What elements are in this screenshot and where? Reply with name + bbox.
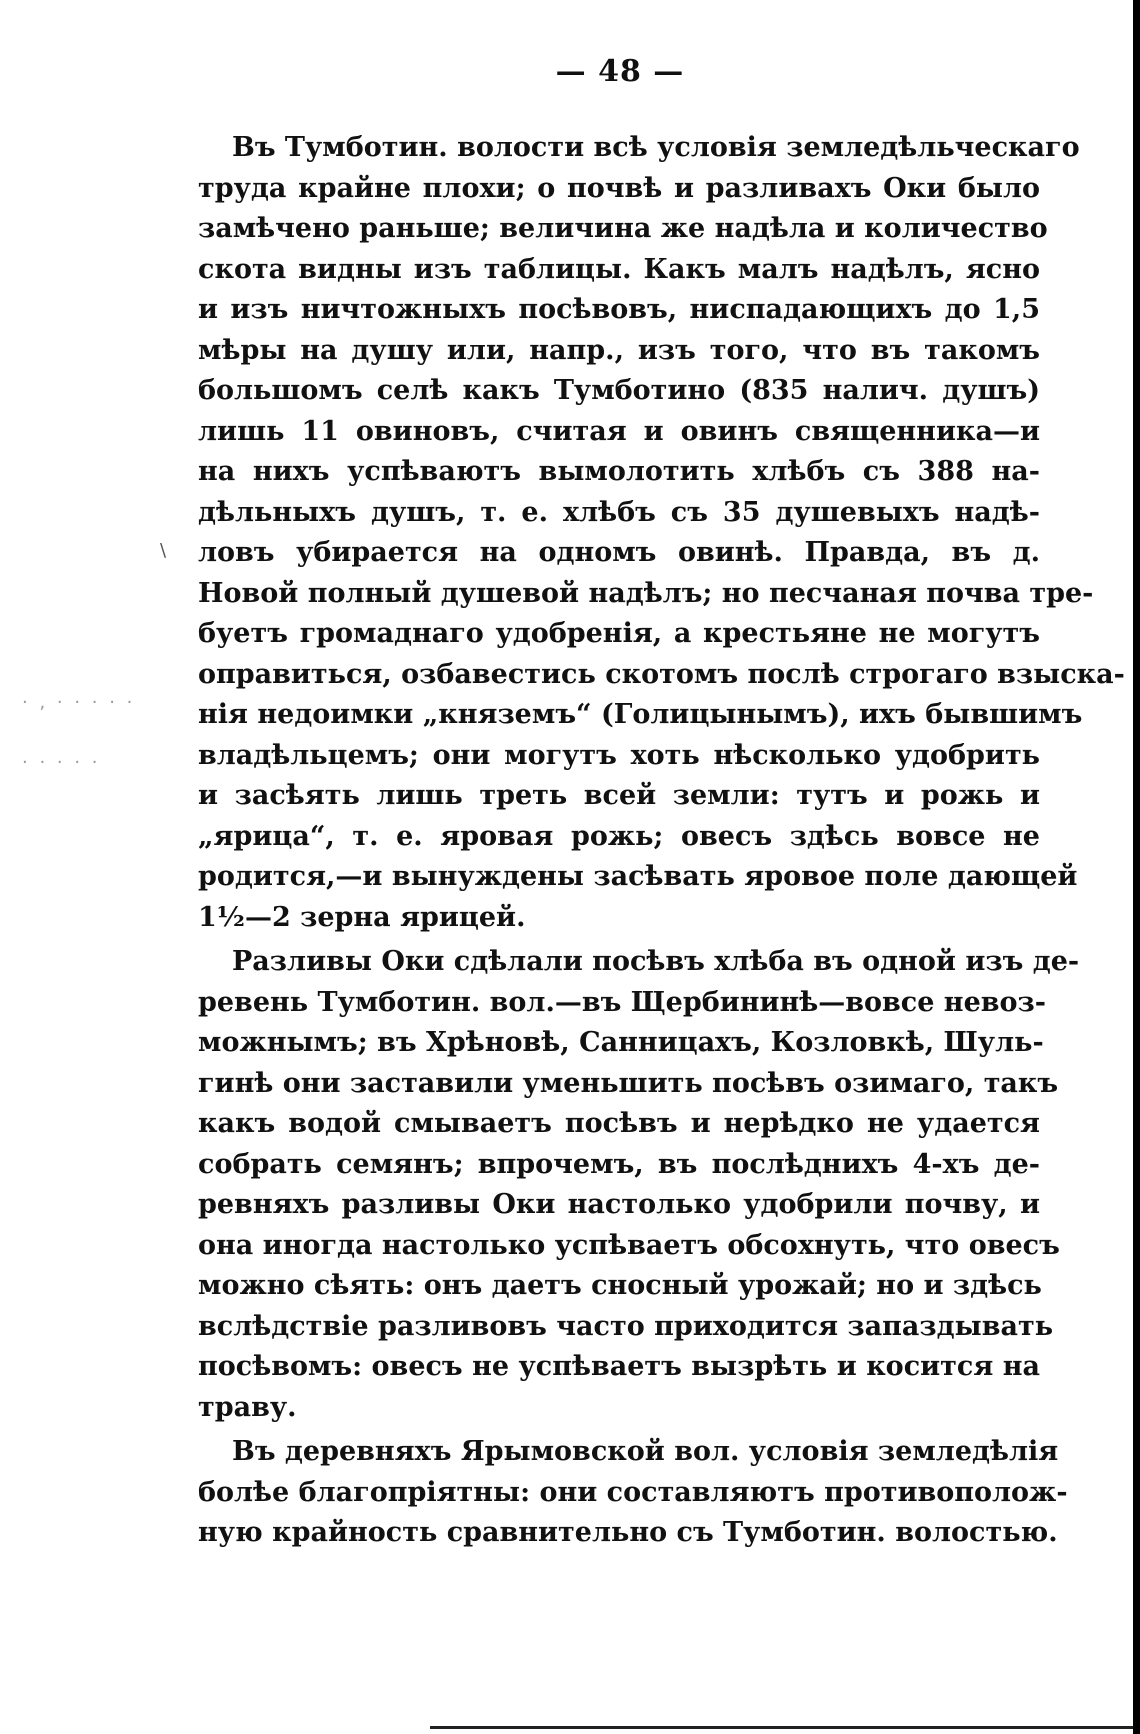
text-line: ную крайность сравнительно съ Тумботин. волостью. — [198, 1517, 1058, 1548]
paragraph-2 — [198, 942, 1080, 1428]
text-line: ловъ убирается на одномъ овинѣ. Правда, въ д. — [198, 537, 1040, 568]
text-line: буетъ громаднаго удобренія, а крестьяне не могутъ — [198, 618, 1040, 649]
text-line: Въ Тумботин. волости всѣ условія земледѣльческаго — [232, 132, 1080, 163]
text-line: родится,—и вынуждены засѣвать яровое поле дающей — [198, 861, 1078, 892]
page-number: — 48 — — [555, 54, 685, 89]
page-bottom-edge — [430, 1726, 1140, 1729]
text-line: траву. — [198, 1391, 297, 1423]
text-line: большомъ селѣ какъ Тумботино (835 налич. душъ) — [198, 375, 1040, 406]
text-line: и засѣять лишь треть всей земли: тутъ и рожь и — [198, 780, 1040, 811]
text-line: вслѣдствіе разливовъ часто приходится запаздывать — [198, 1310, 1054, 1342]
text-line: болѣе благопріятны: они составляютъ противополож- — [198, 1476, 1068, 1508]
scan-margin-smudge: \ — [160, 540, 170, 561]
text-line: собрать семянъ; впрочемъ, въ послѣднихъ 4-хъ де- — [198, 1148, 1040, 1180]
text-line: „ярица“, т. е. яровая рожь; овесъ здѣсь вовсе не — [198, 820, 1040, 852]
text-line: можно сѣять: онъ даетъ сносный урожай; но и здѣсь — [198, 1270, 1042, 1301]
text-line: владѣльцемъ; они могутъ хоть нѣсколько удобрить — [198, 739, 1040, 771]
text-line: ревень Тумботин. вол.—въ Щербининѣ—вовсе невоз- — [198, 986, 1046, 1018]
text-line: труда крайне плохи; о почвѣ и разливахъ Оки было — [198, 172, 1040, 204]
scan-margin-smudge: · , · · · · · — [22, 692, 136, 713]
text-line: и изъ ничтожныхъ посѣвовъ, ниспадающихъ до 1,5 — [198, 294, 1040, 325]
text-line: мѣры на душу или, напр., изъ того, что въ такомъ — [198, 334, 1040, 366]
paragraph-3 — [198, 1432, 1068, 1554]
text-line: ревняхъ разливы Оки настолько удобрили почву, и — [198, 1189, 1040, 1220]
text-line: Въ деревняхъ Ярымовской вол. условія земледѣлія — [232, 1436, 1059, 1467]
text-line: Разливы Оки сдѣлали посѣвъ хлѣба въ одной изъ де- — [232, 946, 1080, 977]
text-line: 1½—2 зерна ярицей. — [198, 901, 526, 933]
text-line: скота видны изъ таблицы. Какъ малъ надѣлъ, ясно — [198, 253, 1040, 285]
text-line: оправиться, озбавестись скотомъ послѣ строгаго взыска- — [198, 658, 1125, 690]
text-line: лишь 11 овиновъ, считая и овинъ священника—и — [198, 415, 1040, 447]
text-line: гинѣ они заставили уменьшить посѣвъ озимаго, такъ — [198, 1067, 1059, 1099]
text-line: какъ водой смываетъ посѣвъ и нерѣдко не удается — [198, 1108, 1040, 1139]
text-line: замѣчено раньше; величина же надѣла и количество — [198, 213, 1048, 244]
scan-edge-border — [1133, 0, 1140, 1734]
text-line: дѣльныхъ душъ, т. е. хлѣбъ съ 35 душевыхъ надѣ- — [198, 496, 1040, 528]
scan-margin-smudge: · · · · · — [22, 752, 101, 773]
text-line: на нихъ успѣваютъ вымолотить хлѣбъ съ 388 на- — [198, 456, 1040, 487]
text-line: нія недоимки „княземъ“ (Голицынымъ), ихъ бывшимъ — [198, 699, 1083, 730]
text-body — [198, 128, 1125, 1558]
text-line: посѣвомъ: овесъ не успѣваетъ вызрѣть и косится на — [198, 1351, 1040, 1382]
text-line: Новой полный душевой надѣлъ; но песчаная почва тре- — [198, 577, 1094, 609]
paragraph-1 — [198, 128, 1125, 938]
text-line: она иногда настолько успѣваетъ обсохнуть, что овесъ — [198, 1229, 1060, 1261]
text-line: можнымъ; въ Хрѣновѣ, Санницахъ, Козловкѣ, Шуль- — [198, 1027, 1044, 1058]
